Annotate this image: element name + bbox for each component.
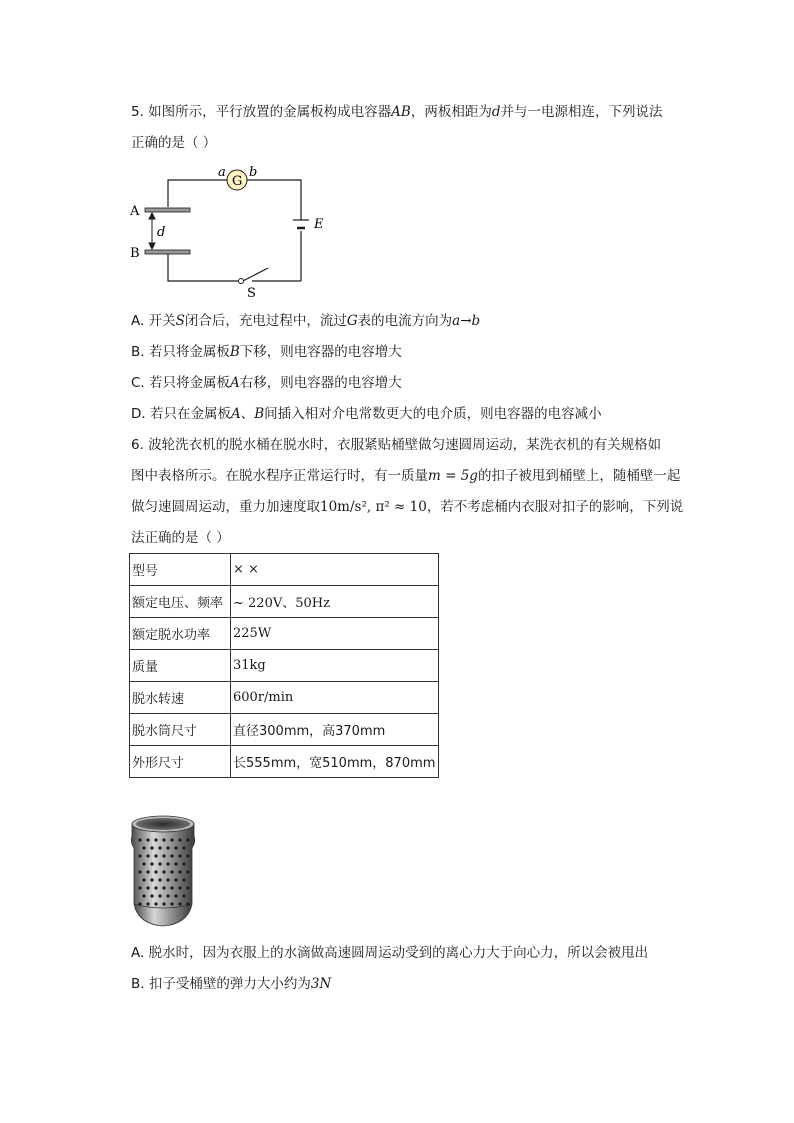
drum-hole (158, 894, 161, 897)
drum-hole (154, 854, 157, 857)
drum-hole (182, 894, 185, 897)
wire-bottom-left (168, 254, 238, 281)
plate-B (145, 250, 190, 254)
q6-option-A: A. 脱水时，因为衣服上的水滴做高速圆周运动受到的离心力大于向心力，所以会被甩出 (131, 945, 649, 961)
table-row: 质量 31kg (130, 650, 439, 682)
drum-hole (166, 862, 169, 865)
drum-hole (178, 854, 181, 857)
drum-hole (142, 846, 145, 849)
q6-stem-line1: 6. 波轮洗衣机的脱水桶在脱水时，衣服紧贴桶壁做匀速圆周运动，某洗衣机的有关规格如 (131, 437, 662, 453)
drum-hole (166, 846, 169, 849)
drum-hole (154, 870, 157, 873)
q6-stem-line2: 图中表格所示。在脱水程序正常运行时，有一质量m = 5g的扣子被甩到桶壁上，随桶壁一起 (131, 468, 681, 484)
label-d: d (157, 225, 166, 240)
drum-hole (158, 862, 161, 865)
label-S: S (247, 286, 256, 300)
drum-hole (166, 878, 169, 881)
q5-stem-line2: 正确的是（ ） (131, 135, 217, 151)
drum-hole (146, 870, 149, 873)
q6-stem-line4: 法正确的是（ ） (131, 530, 230, 546)
var-AB: AB (391, 104, 411, 120)
drum-hole (170, 838, 173, 841)
q5-option-A: A. 开关S闭合后，充电过程中，流过G表的电流方向为a→b (131, 313, 481, 329)
drum-hole (138, 838, 141, 841)
switch-blade (243, 268, 268, 281)
table-row: 额定电压、频率 ~ 220V、50Hz (130, 586, 439, 618)
spin-drum-illustration (128, 812, 198, 932)
plate-A (145, 208, 190, 212)
drum-hole (170, 902, 173, 905)
drum-hole (186, 886, 189, 889)
drum-hole (162, 886, 165, 889)
label-a: a (218, 165, 226, 180)
drum-hole (162, 854, 165, 857)
var-d: d (491, 104, 501, 120)
drum-hole (178, 838, 181, 841)
drum-hole (150, 894, 153, 897)
q6-option-B: B. 扣子受桶壁的弹力大小约为3N (131, 976, 332, 992)
drum-hole (158, 878, 161, 881)
label-E: E (314, 217, 324, 232)
drum-hole (162, 902, 165, 905)
table-row: 外形尺寸 长555mm，宽510mm，870mm (130, 746, 439, 778)
drum-hole (138, 886, 141, 889)
drum-hole (146, 854, 149, 857)
drum-hole (158, 846, 161, 849)
drum-hole (182, 878, 185, 881)
spec-table (129, 553, 439, 778)
wire-top (168, 180, 227, 207)
label-A: A (130, 204, 140, 219)
table-row: 脱水转速 600r/min (130, 682, 439, 714)
drum-hole (154, 902, 157, 905)
drum-hole (138, 870, 141, 873)
table-row: 额定脱水功率 225W (130, 618, 439, 650)
drum-hole (178, 886, 181, 889)
drum-hole (146, 886, 149, 889)
q5-option-B: B. 若只将金属板B下移，则电容器的电容增大 (131, 344, 402, 360)
q6-stem-line3: 做匀速圆周运动，重力加速度取10m/s², π² ≈ 10，若不考虑桶内衣服对扣子的影响，下列说 (131, 499, 684, 515)
switch-pivot (239, 279, 244, 284)
wire-top-right (247, 180, 301, 220)
drum-hole (142, 862, 145, 865)
drum-hole (170, 854, 173, 857)
label-B: B (130, 246, 140, 261)
drum-hole (150, 846, 153, 849)
drum-hole (162, 870, 165, 873)
q5-option-C: C. 若只将金属板A右移，则电容器的电容增大 (131, 375, 402, 391)
drum-hole (150, 878, 153, 881)
label-G: G (232, 174, 243, 189)
drum-hole (170, 886, 173, 889)
drum-hole (174, 894, 177, 897)
drum-hole (182, 846, 185, 849)
drum-hole (174, 862, 177, 865)
drum-hole (146, 902, 149, 905)
q5-option-D: D. 若只在金属板A、B间插入相对介电常数更大的电介质，则电容器的电容减小 (131, 406, 602, 422)
drum-hole (170, 870, 173, 873)
drum-hole (186, 870, 189, 873)
drum-hole (178, 902, 181, 905)
drum-hole (186, 838, 189, 841)
label-b: b (249, 165, 258, 180)
distance-d-arrow (149, 213, 155, 249)
drum-hole (154, 838, 157, 841)
drum-hole (162, 838, 165, 841)
drum-hole (174, 846, 177, 849)
drum-hole (142, 878, 145, 881)
drum-hole (166, 894, 169, 897)
drum-hole (150, 862, 153, 865)
drum-hole (142, 894, 145, 897)
q5-stem-line1: 5. 如图所示，平行放置的金属板构成电容器AB，两板相距为d并与一电源相连，下列说法 (131, 104, 663, 120)
drum-hole (178, 870, 181, 873)
drum-hole (182, 862, 185, 865)
drum-hole (186, 854, 189, 857)
capacitor-circuit-diagram (128, 164, 328, 300)
table-row: 脱水筒尺寸 直径300mm，高370mm (130, 714, 439, 746)
drum-hole (186, 902, 189, 905)
drum-hole (146, 838, 149, 841)
drum-hole (174, 878, 177, 881)
drum-hole (154, 886, 157, 889)
drum-hole (138, 854, 141, 857)
table-row: 型号 × × (130, 554, 439, 586)
drum-hole (138, 902, 141, 905)
